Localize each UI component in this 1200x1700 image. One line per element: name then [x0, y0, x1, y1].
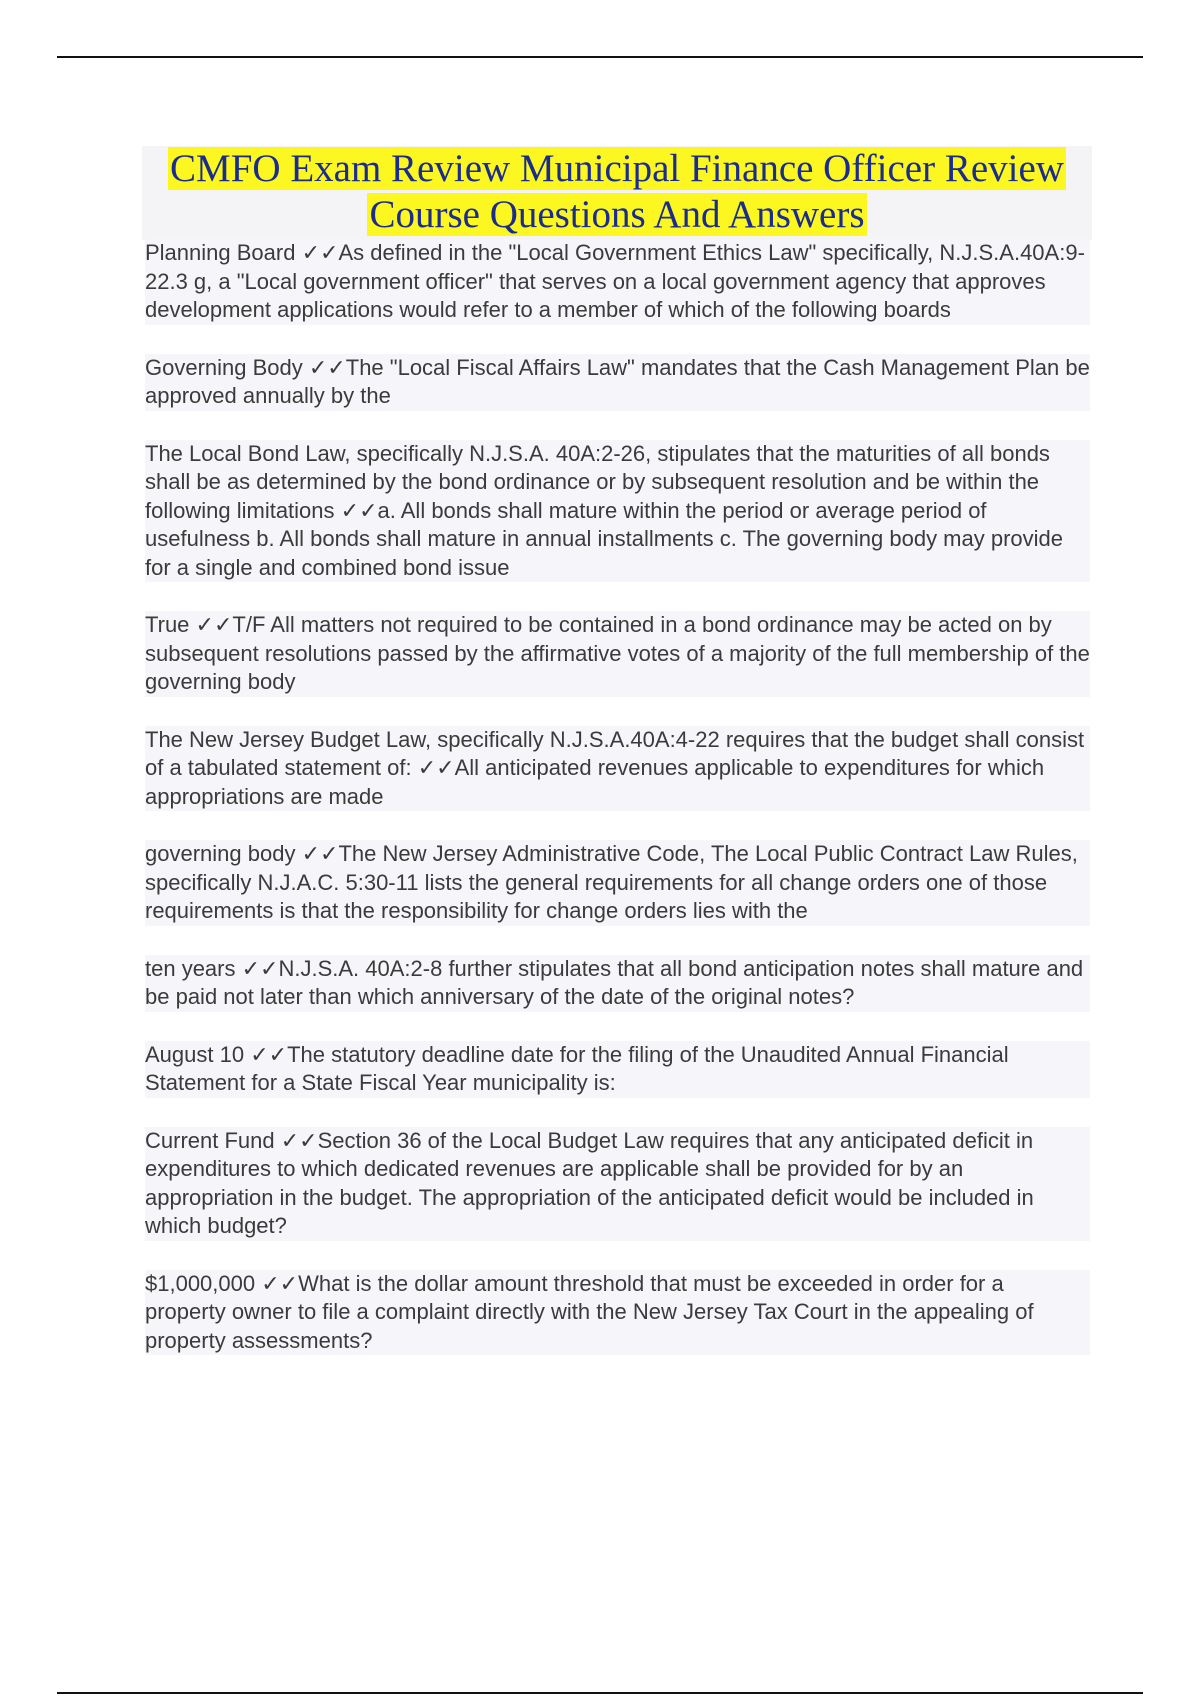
qa-item [145, 239, 1090, 325]
qa-question: The statutory deadline date for the filing of the Unaudited Annual Financial Statement for a State Fiscal Year municipality is: [145, 1041, 1009, 1095]
qa-question: All anticipated revenues applicable to expenditures for which appropriations are made [145, 755, 1045, 809]
qa-item [145, 1270, 1090, 1356]
qa-question: The New Jersey Administrative Code, The Local Public Contract Law Rules, specifically N.J.A.C. 5:30-11 lists the general requirements for all change orders one of those requirements is that the responsibility for change orders lies with the [145, 841, 1078, 923]
qa-list [145, 239, 1090, 1384]
qa-answer: August 10 [145, 1041, 251, 1067]
qa-item [145, 354, 1090, 411]
check-mark-icon: ✓✓ [195, 612, 233, 637]
check-mark-icon: ✓✓ [308, 354, 346, 380]
top-horizontal-rule [57, 56, 1143, 58]
qa-answer: ten years [145, 955, 242, 981]
qa-answer: Current Fund [145, 1127, 281, 1153]
check-mark-icon: ✓✓ [280, 1127, 318, 1153]
qa-question: As defined in the "Local Government Ethics Law" specifically, N.J.S.A.40A:9- 22.3 g, a "Local government officer" that serves on a local government agency that approves development applications would refer to a member of which of the following boards [145, 240, 1085, 322]
check-mark-icon: ✓✓ [301, 841, 339, 866]
qa-answer: $1,000,000 [145, 1270, 262, 1296]
qa-item [145, 440, 1090, 583]
qa-answer: The Local Bond Law, specifically N.J.S.A. 40A:2-26, stipulates that the maturities of all bonds shall be as determined by the bond ordinance or by subsequent resolution and be within the following limitations [145, 440, 1050, 523]
document-title [142, 146, 1092, 240]
title-line-1: CMFO Exam Review Municipal Finance Officer Review [170, 147, 1064, 190]
qa-item [145, 955, 1090, 1012]
check-mark-icon: ✓✓ [340, 497, 378, 523]
title-line-2: Course Questions And Answers [369, 193, 865, 236]
qa-answer: The New Jersey Budget Law, specifically N.J.S.A.40A:4-22 requires that the budget shall consist of a tabulated statement of: [145, 726, 1085, 780]
check-mark-icon: ✓✓ [250, 1041, 288, 1067]
qa-item [145, 1041, 1090, 1098]
bottom-horizontal-rule [57, 1692, 1143, 1694]
qa-item [145, 840, 1090, 926]
qa-answer: Planning Board [145, 240, 302, 265]
qa-answer: Governing Body [145, 354, 309, 380]
qa-item [145, 1127, 1090, 1241]
qa-question: What is the dollar amount threshold that must be exceeded in order for a property owner to file a complaint directly with the New Jersey Tax Court in the appealing of property assessments? [145, 1270, 1034, 1353]
qa-item [145, 611, 1090, 697]
qa-question: N.J.S.A. 40A:2-8 further stipulates that all bond anticipation notes shall mature and be paid not later than which anniversary of the date of the original notes? [145, 955, 1084, 1009]
qa-question: Section 36 of the Local Budget Law requires that any anticipated deficit in expenditures to which dedicated revenues are applicable shall be provided for by an appropriation in the budget. The appropriation of the anticipated deficit would be included in which budget? [145, 1127, 1034, 1238]
qa-question: The "Local Fiscal Affairs Law" mandates that the Cash Management Plan be approved annually by the [145, 354, 1090, 408]
qa-answer: governing body [145, 841, 302, 866]
check-mark-icon: ✓✓ [241, 955, 279, 981]
check-mark-icon: ✓✓ [261, 1270, 299, 1296]
qa-question: T/F All matters not required to be contained in a bond ordinance may be acted on by subsequent resolutions passed by the affirmative votes of a majority of the full membership of the governing body [145, 612, 1090, 694]
qa-item [145, 726, 1090, 812]
check-mark-icon: ✓✓ [301, 240, 339, 265]
qa-answer: True [145, 612, 196, 637]
qa-question: a. All bonds shall mature within the period or average period of usefulness b. All bonds shall mature in annual installments c. The governing body may provide for a single and combined bond issue [145, 497, 1064, 580]
check-mark-icon: ✓✓ [417, 755, 455, 780]
